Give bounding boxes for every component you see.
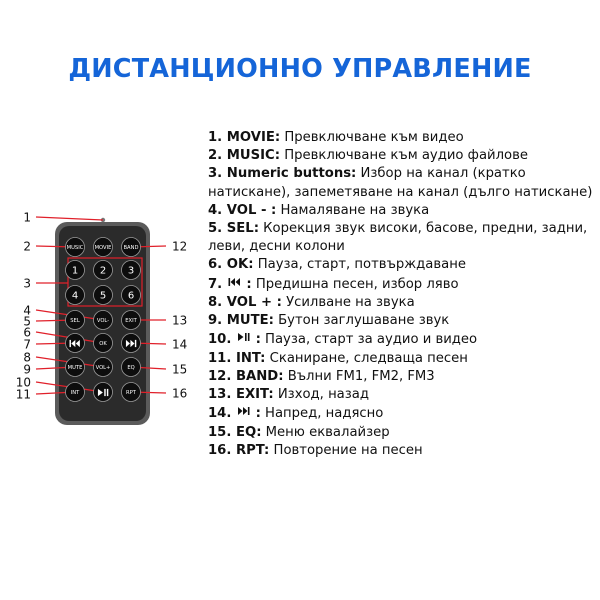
legend-description: Превключване към видео [284,130,464,145]
legend-key [208,166,356,181]
legend-description: Превключване към аудио файлове [284,148,528,164]
legend-item [208,275,600,294]
remote-diagram [0,195,200,425]
remote-button-label: MOVIE [94,244,112,251]
remote-button-label: 4 [71,290,79,302]
remote-button [66,334,85,353]
legend-description: Усилване на звука [286,294,415,310]
legend-number: 7. [208,276,223,292]
legend-key-label: EQ: [235,424,262,440]
remote-button [66,383,85,402]
remote-button-label: MUTE [67,364,83,371]
legend-item [208,368,600,386]
remote-button-label: BAND [123,244,139,251]
legend-key [208,203,276,218]
legend-number: 4. [208,202,223,218]
remote-button-label: MUSIC [66,244,84,251]
legend-item [208,404,600,423]
remote-button [122,334,141,353]
callout-number: 13 [172,313,188,328]
callout-number: 10 [15,375,31,390]
legend-key-label: EXIT: [235,387,274,403]
legend-key [208,221,259,236]
remote-button [94,383,113,402]
legend-number: 3. [208,166,223,182]
legend-key-label: BAND: [235,368,284,384]
remote-button-label: 3 [127,265,135,277]
legend-item [208,350,600,368]
legend-number: 15. [208,424,232,440]
remote-button-label: 5 [99,290,107,302]
legend-description: Бутон заглушаване звук [278,313,450,329]
remote-button [66,261,85,280]
callout-number: 7 [23,337,31,352]
legend-number: 16. [208,442,232,458]
legend-item [208,147,600,165]
callout-number: 5 [23,314,31,329]
remote-button [94,261,113,280]
callout-number: 16 [172,386,188,401]
legend-description: Пауза, старт за аудио и видео [265,332,478,348]
legend-key [208,148,280,163]
callout-number: 1 [23,210,31,225]
legend-key [208,351,265,366]
legend-key [208,313,274,328]
remote-button-label: EQ [127,364,135,371]
legend-description: Пауза, старт, потвърждаване [257,257,466,273]
legend-item [208,424,600,442]
legend-item [208,330,600,349]
remote-button [122,311,141,330]
callout-number: 9 [23,362,31,377]
callout-number: 4 [23,303,31,318]
callout-number: 12 [172,239,188,254]
remote-button [122,286,141,305]
callout-number: 2 [23,239,31,254]
legend-item [208,256,600,274]
legend-key [208,406,261,421]
legend-key-label: Numeric buttons: [226,166,357,182]
legend-key-label: OK: [226,257,254,273]
legend-description: Меню еквалайзер [265,424,390,440]
legend-key-label: : [255,406,261,422]
legend-number: 2. [208,148,223,164]
legend-item [208,442,600,460]
legend-key [208,443,269,458]
legend-number: 10. [208,332,232,348]
legend-number: 14. [208,406,232,422]
remote-button-label: VOL- [96,317,110,324]
remote-button-label: 1 [71,265,79,277]
legend-number: 1. [208,130,223,145]
remote-button [94,238,113,257]
legend-description: Напред, надясно [265,406,384,422]
legend-item [208,129,600,147]
legend-description: Вълни FM1, FM2, FM3 [287,368,435,384]
legend-description: Повторение на песен [273,442,423,458]
remote-button-label: VOL+ [95,364,111,371]
legend-description: Намаляване на звука [280,202,430,218]
remote-button-label: 2 [99,265,107,277]
legend-item [208,386,600,404]
legend-number: 13. [208,387,232,403]
legend-key [208,332,261,347]
legend-key [208,295,282,310]
remote-button [66,238,85,257]
legend-key-label: : [246,276,252,292]
legend-number: 8. [208,294,223,310]
legend-key [208,425,261,440]
legend-item [208,312,600,330]
legend-key-label: INT: [235,350,266,366]
callout-line [36,217,103,220]
callout-number: 3 [23,276,31,291]
legend-number: 9. [208,313,223,329]
remote-button [122,238,141,257]
legend-item [208,165,600,201]
callout-number: 6 [23,325,31,340]
remote-button-shape [94,383,113,402]
legend-description: Избор на канал (кратко натискане), запеметяване на канал (дълго натискане) [208,166,593,200]
remote-button [66,286,85,305]
remote-button [94,286,113,305]
callout-number: 8 [23,350,31,365]
legend-number: 6. [208,257,223,273]
page-title: ДИСТАНЦИОННО УПРАВЛЕНИЕ [68,54,532,84]
remote-button [122,358,141,377]
legend-description: Корекция звук високи, басове, предни, задни, леви, десни колони [208,221,588,255]
previous-icon [228,275,241,293]
legend-list [208,129,600,460]
legend-description: Изход, назад [277,387,369,403]
legend-key [208,387,274,402]
play-pause-icon [237,330,250,348]
remote-button-label: INT [70,389,80,396]
legend-key-label: MUSIC: [226,148,280,164]
legend-key-label: MOVIE: [226,130,281,145]
legend-number: 11. [208,350,232,366]
remote-button-label: RPT [126,389,136,396]
legend-key [208,369,283,384]
remote-button [122,383,141,402]
callout-number: 14 [172,337,188,352]
remote-button [66,358,85,377]
remote-button-label: SEL [70,317,80,324]
legend-item [208,202,600,220]
legend-key [208,130,280,145]
legend-key-label: MUTE: [226,313,274,329]
legend-item [208,220,600,256]
legend-item [208,294,600,312]
next-icon [237,404,250,422]
callout-number: 11 [15,387,31,402]
remote-button [94,334,113,353]
legend-key [208,257,254,272]
remote-button-label: EXIT [125,317,137,324]
callout-number: 15 [172,362,188,377]
remote-button-label: OK [99,340,107,347]
legend-number: 5. [208,221,223,237]
remote-button [66,311,85,330]
legend-key-label: SEL: [226,221,259,237]
remote-button-label: 6 [127,290,135,302]
remote-button [94,311,113,330]
legend-key [208,277,252,292]
legend-key-label: RPT: [235,442,270,458]
remote-button [122,261,141,280]
legend-number: 12. [208,368,232,384]
remote-button [94,358,113,377]
legend-key-label: VOL + : [226,294,282,310]
legend-key-label: : [255,332,261,348]
legend-description: Предишна песен, избор ляво [255,276,459,292]
legend-description: Сканиране, следваща песен [269,350,468,366]
legend-key-label: VOL - : [226,202,277,218]
